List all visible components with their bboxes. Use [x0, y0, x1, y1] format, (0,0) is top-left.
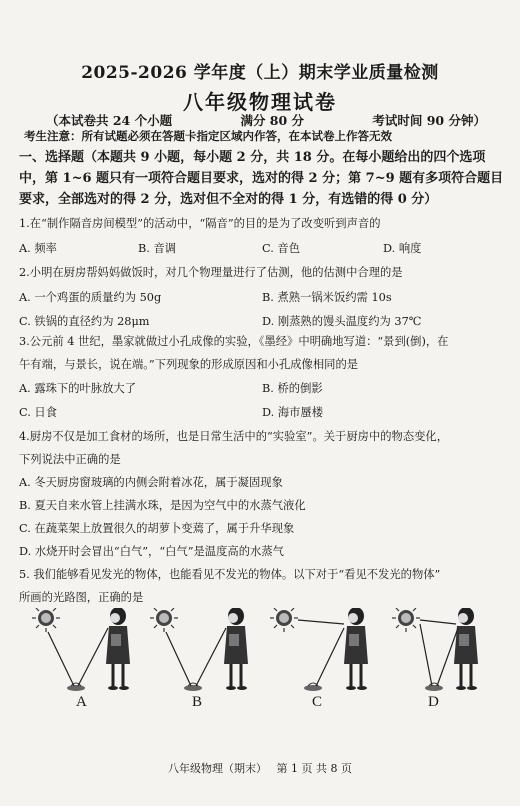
q1-option-d: D. 响度 [383, 242, 422, 255]
q2-option-d: D. 刚蒸熟的馒头温度约为 37℃ [262, 315, 422, 328]
figure-label-a: A [76, 694, 87, 710]
q4-option-d: D. 水烧开时会冒出“白气”，“白气”是温度高的水蒸气 [19, 545, 284, 558]
q4-option-b: B. 夏天自来水管上挂满水珠，是因为空气中的水蒸气液化 [19, 499, 306, 512]
light-path-figures [30, 608, 490, 712]
figure-c [270, 608, 368, 691]
q4-stem-1: 4.厨房不仅是加工食材的场所，也是日常生活中的“实验室”。关于厨房中的物态变化， [19, 430, 449, 443]
q1-option-b: B. 音调 [138, 242, 177, 255]
q2-option-a: A. 一个鸡蛋的质量约为 50g [19, 291, 162, 304]
q5-stem-1: 5. 我们能够看见发光的物体，也能看见不发光的物体。以下对于“看见不发光的物体” [19, 568, 441, 581]
q3-option-c: C. 日食 [19, 406, 58, 419]
figure-a [32, 608, 130, 691]
figure-b [150, 608, 248, 691]
figure-d [392, 608, 478, 691]
footer-page-number: 第 1 页 共 8 页 [276, 762, 352, 775]
q3-option-d: D. 海市蜃楼 [262, 406, 324, 419]
full-score: 满分 80 分 [240, 113, 305, 128]
q1-stem: 1.在“制作隔音房间模型”的活动中，“隔音”的目的是为了改变听到声音的 [19, 217, 381, 230]
q4-stem-2: 下列说法中正确的是 [19, 453, 121, 466]
q3-option-a: A. 露珠下的叶脉放大了 [19, 382, 137, 395]
figure-label-b: B [192, 694, 203, 710]
figure-label-d: D [428, 694, 439, 710]
q3-stem-1: 3.公元前 4 世纪，墨家就做过小孔成像的实验，《墨经》中明确地写道：“景到(倒)，在 [19, 335, 449, 348]
exam-time: 考试时间 90 分钟） [372, 113, 486, 128]
q2-option-b: B. 煮熟一锅米饭约需 10s [262, 291, 392, 304]
q1-option-c: C. 音色 [262, 242, 301, 255]
figure-label-c: C [312, 694, 323, 710]
section-1-intro: 一、选择题（本题共 9 小题，每小题 2 分，共 18 分。在每小题给出的四个选项中，第 1~6 题只有一项符合题目要求，选对的得 2 分；第 7~9 题有多项符合题目要求，全部选对的得 2 分，选对但不全对的得 1 分，有选错的得 0 分） [19, 150, 504, 207]
q2-option-c: C. 铁锅的直径约为 28μm [19, 315, 150, 328]
page-footer [0, 760, 520, 776]
q3-option-b: B. 桥的倒影 [262, 382, 323, 395]
q5-stem-2: 所画的光路图，正确的是 [19, 591, 144, 604]
exam-info [46, 111, 486, 129]
exam-title: 2025-2026 学年度（上）期末学业质量检测 [81, 63, 439, 83]
q2-stem: 2.小明在厨房帮妈妈做饭时，对几个物理量进行了估测，他的估测中合理的是 [19, 266, 403, 279]
question-count: （本试卷共 24 个小题 [46, 113, 173, 128]
footer-subject: 八年级物理（期末） [168, 762, 267, 775]
q3-stem-2: 午有端，与景长，说在端。”下列现象的形成原因和小孔成像相同的是 [19, 358, 359, 371]
exam-subtitle: 八年级物理试卷 [183, 90, 337, 114]
q1-option-a: A. 频率 [19, 242, 57, 255]
candidate-notice: 考生注意：所有试题必须在答题卡指定区域内作答，在本试卷上作答无效 [24, 129, 392, 143]
q4-option-a: A. 冬天厨房窗玻璃的内侧会附着冰花，属于凝固现象 [19, 476, 283, 489]
q4-option-c: C. 在蔬菜架上放置很久的胡萝卜变蔫了，属于升华现象 [19, 522, 295, 535]
